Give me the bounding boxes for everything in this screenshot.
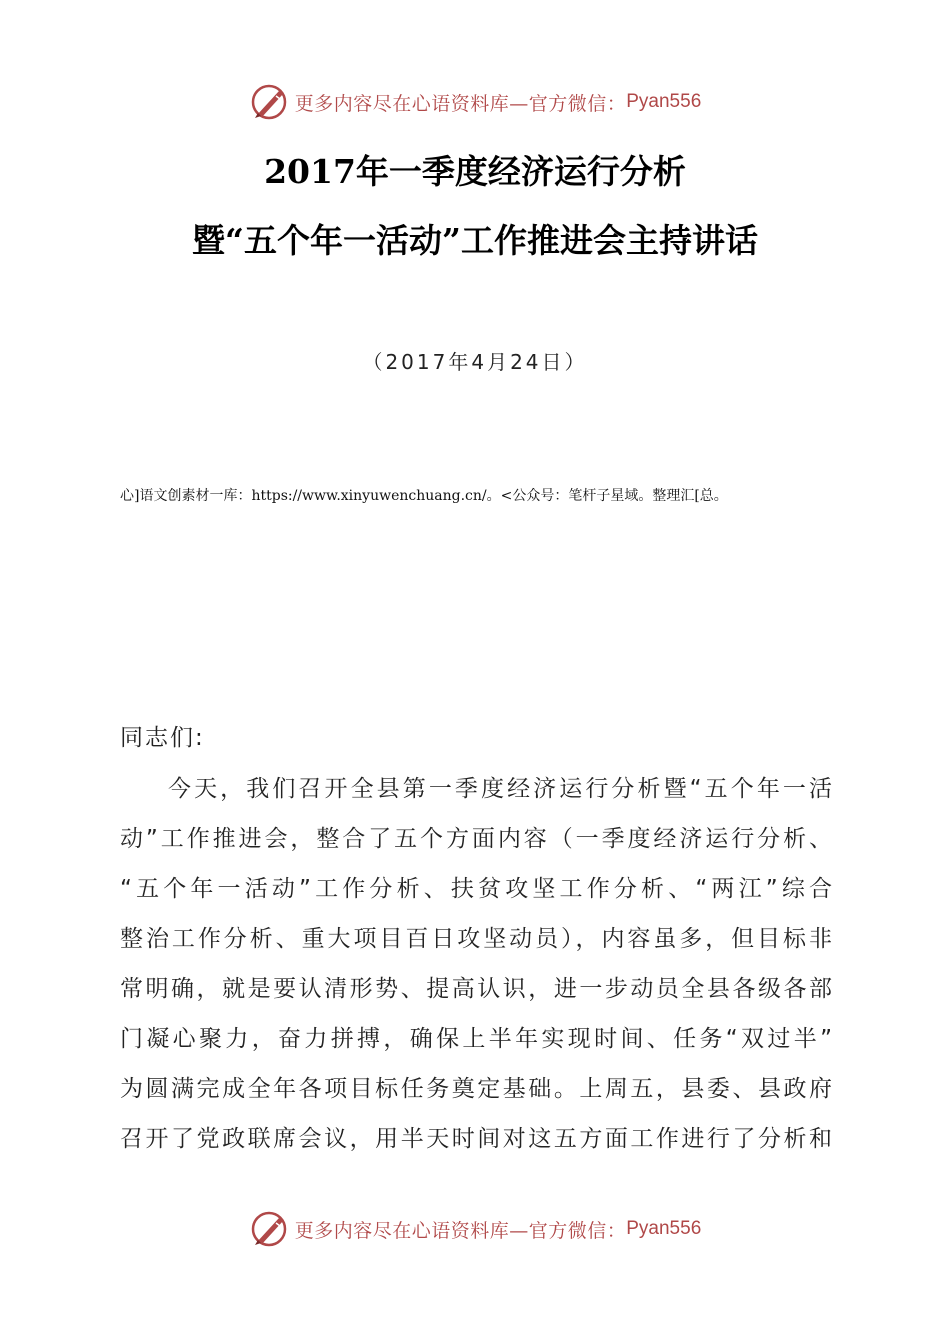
- body-paragraph: [120, 764, 832, 1164]
- document-title-line-1: 2017年一季度经济运行分析: [264, 152, 686, 191]
- document-title-line-2: 暨“五个年一活动”工作推进会主持讲话: [192, 221, 758, 260]
- body-line: 门凝心聚力，奋力拼搏，确保上半年实现时间、任务“双过半”: [120, 1026, 832, 1052]
- body-line: “五个年一活动”工作分析、扶贫攻坚工作分析、“两江”综合: [120, 876, 832, 902]
- banner-wechat-id: Pyan556: [626, 1218, 702, 1239]
- pen-logo-icon: [249, 82, 289, 122]
- source-note: 心]语文创素材一库：https://www.xinyuwenchuang.cn/。<公众号：笔杆子星域。整理汇[总。: [120, 488, 728, 504]
- banner-wechat-id: Pyan556: [626, 91, 702, 112]
- banner-text: 更多内容尽在心语资料库—官方微信：: [294, 1219, 627, 1242]
- body-line: 动”工作推进会，整合了五个方面内容（一季度经济运行分析、: [120, 826, 832, 852]
- body-line: 今天，我们召开全县第一季度经济运行分析暨“五个年一活: [168, 776, 832, 802]
- body-line: 常明确，就是要认清形势、提高认识，进一步动员全县各级各部: [120, 976, 832, 1002]
- body-line: 为圆满完成全年各项目标任务奠定基础。上周五，县委、县政府: [120, 1076, 832, 1102]
- header-watermark-banner: [0, 80, 950, 124]
- salutation: 同志们:: [120, 725, 205, 751]
- pen-logo-icon: [249, 1209, 289, 1249]
- banner-text: 更多内容尽在心语资料库—官方微信：: [294, 92, 627, 115]
- document-date: （2017年4月24日）: [362, 350, 588, 374]
- footer-watermark-banner: [0, 1207, 950, 1251]
- body-line: 整治工作分析、重大项目百日攻坚动员），内容虽多，但目标非: [120, 926, 832, 952]
- body-line: 召开了党政联席会议，用半天时间对这五方面工作进行了分析和: [120, 1126, 832, 1152]
